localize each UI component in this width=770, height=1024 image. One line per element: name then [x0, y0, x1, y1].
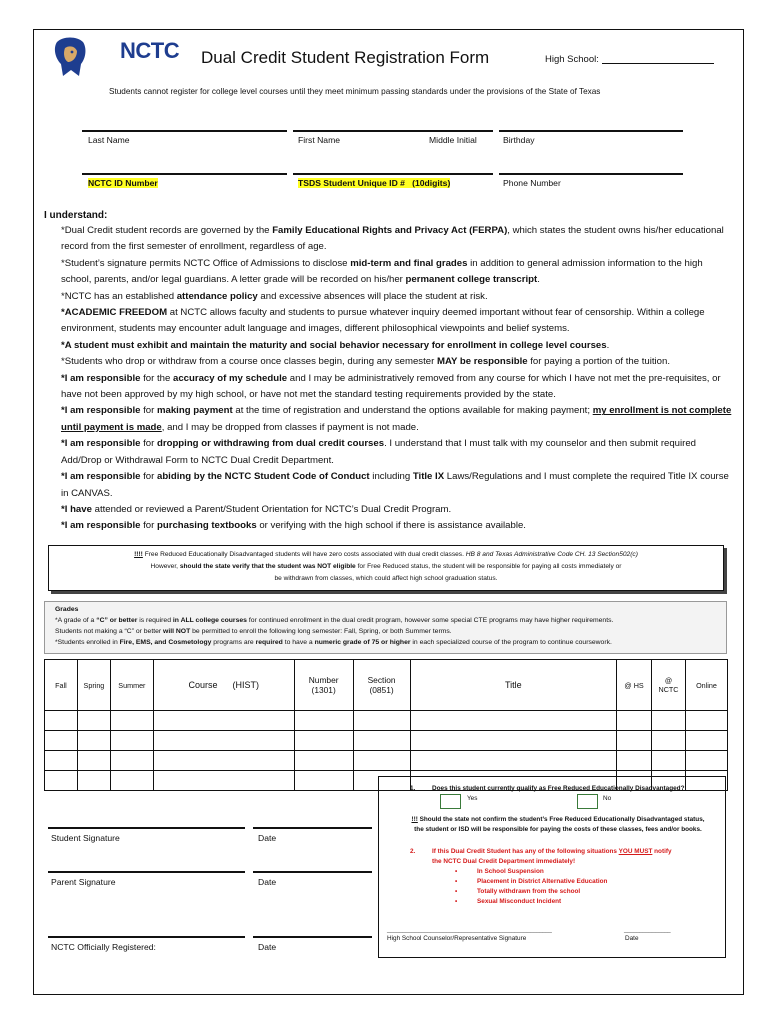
- situation-list: [455, 867, 607, 907]
- student-signature-label: Student Signature: [51, 833, 120, 843]
- parent-date-label: Date: [258, 877, 277, 887]
- col-spring: Spring: [77, 660, 110, 711]
- grades-title: Grades: [55, 606, 79, 613]
- official-registered-line[interactable]: [48, 936, 245, 938]
- phone-line[interactable]: [499, 173, 683, 175]
- col-at-nctc: @ NCTC: [652, 660, 686, 711]
- col-section: Section (0851): [353, 660, 410, 711]
- official-date-line[interactable]: [253, 936, 372, 938]
- tsds-id-label: TSDS Student Unique ID # (10digits): [298, 178, 451, 188]
- counselor-date-line[interactable]: _______________: [624, 928, 671, 934]
- attendance-statement: *NCTC has an established attendance policy and excessive absences will place the student at risk.: [61, 290, 488, 302]
- table-row[interactable]: [45, 731, 728, 751]
- nctc-id-line[interactable]: [82, 173, 287, 175]
- academic-freedom-statement: *ACADEMIC FREEDOM at NCTC allows faculty and students to pursue whatever inquiry deemed important without fear of censorship. Within a college environment, students may encounter adult language and images, different philosophical viewpoints and belief systems.: [61, 307, 705, 335]
- table-header-row: [45, 660, 728, 711]
- tsds-id-line[interactable]: [293, 173, 493, 175]
- list-item: • Sexual Misconduct Incident: [455, 898, 562, 905]
- col-at-hs: @ HS: [617, 660, 652, 711]
- list-item: • Totally withdrawn from the school: [455, 888, 581, 895]
- drop-tuition-statement: *Students who drop or withdraw from a course once classes begin, during any semester MAY be responsible for paying a portion of the tuition.: [61, 356, 670, 368]
- q1-note: !!! Should the state not confirm the student’s Free Reduced Educationally Disadvantaged status, the student or ISD will be responsible for paying the costs of these classes, fees and/or books.: [411, 816, 705, 833]
- understand-statements: [61, 223, 733, 535]
- yes-checkbox[interactable]: [440, 794, 461, 809]
- table-row[interactable]: [45, 711, 728, 731]
- student-date-label: Date: [258, 833, 277, 843]
- no-label: No: [603, 795, 612, 802]
- nctc-logo: [53, 36, 180, 78]
- parent-date-line[interactable]: [253, 871, 372, 873]
- col-course: Course (HIST): [153, 660, 294, 711]
- middle-initial-label: Middle Initial: [429, 135, 477, 145]
- official-registered-label: NCTC Officially Registered:: [51, 942, 156, 952]
- grades-policy: Grades *A grade of a “C” or better is required in ALL college courses for continued enrollment in the dual credit program, however some special CTE programs may have higher requirements. Students not making a “C” or better will NOT be permitted to enroll the following long semester: Fall, Spring, or both Summer terms. *Students enrolled in Fire, EMS, and Cosmetology programs are required to have a numeric grade of 75 or higher in each specialized course of the program to continue coursework.: [44, 601, 727, 654]
- last-name-label: Last Name: [88, 135, 130, 145]
- free-reduced-notice: !!!! Free Reduced Educationally Disadvantaged students will have zero costs associated with dual credit classes. HB 8 and Texas Administrative Code CH. 13 Section502(c) However, should the state verify that the student was NOT eligible for Free Reduced status, the student will be responsible for paying all costs immediately or be withdrawn from classes, which could affect high school graduation status.: [48, 545, 724, 591]
- col-online: Online: [685, 660, 727, 711]
- counselor-signature-label: High School Counselor/Representative Signature: [387, 935, 527, 942]
- first-name-line[interactable]: [293, 130, 493, 132]
- ferpa-statement: *Dual Credit student records are governed by the Family Educational Rights and Privacy Act (FERPA), which states the student owns his/her educational record from the first semester of enrollment, regardless of age.: [61, 225, 724, 253]
- birthday-line[interactable]: [499, 130, 683, 132]
- understand-heading: I understand:: [44, 210, 108, 221]
- counselor-date-label: Date: [625, 935, 639, 942]
- high-school-label: High School:: [545, 54, 599, 65]
- high-school-input-line[interactable]: [602, 63, 714, 64]
- official-date-label: Date: [258, 942, 277, 952]
- logo-text: NCTC: [120, 38, 180, 63]
- yes-label: Yes: [467, 795, 478, 802]
- maturity-statement: *A student must exhibit and maintain the maturity and social behavior necessary for enrollment in college level courses.: [61, 339, 610, 351]
- orientation-statement: *I have attended or reviewed a Parent/Student Orientation for NCTC’s Dual Credit Program.: [61, 503, 452, 515]
- last-name-line[interactable]: [82, 130, 287, 132]
- no-checkbox[interactable]: [577, 794, 598, 809]
- withdraw-statement: *I am responsible for dropping or withdrawing from dual credit courses. I understand that I must talk with my counselor and then submit required Add/Drop or Withdrawal Form to NCTC Dual Credit Department.: [61, 438, 697, 466]
- nctc-id-label: NCTC ID Number: [88, 178, 158, 188]
- eligibility-warning: Students cannot register for college level courses until they meet minimum passing standards under the provisions of the State of Texas: [109, 87, 601, 96]
- q2-text: If this Dual Credit Student has any of the following situations YOU MUST notify the NCTC Dual Credit Department immediately!: [432, 848, 672, 865]
- student-date-line[interactable]: [253, 827, 372, 829]
- list-item: • In School Suspension: [455, 868, 544, 875]
- code-of-conduct-statement: *I am responsible for abiding by the NCTC Student Code of Conduct including Title IX Laws/Regulations and I must complete the required Title IX course in CANVAS.: [61, 471, 729, 499]
- textbooks-statement: *I am responsible for purchasing textbooks or verifying with the high school if there is assistance available.: [61, 520, 526, 532]
- page-title: Dual Credit Student Registration Form: [201, 48, 490, 67]
- disclosure-statement: *Student’s signature permits NCTC Office of Admissions to disclose mid-term and final grades in addition to general admission information to the high school, parents, and/or legal guardians. A letter grade will be recorded on his/her permanent college transcript.: [61, 257, 703, 286]
- parent-signature-line[interactable]: [48, 871, 245, 873]
- col-fall: Fall: [45, 660, 78, 711]
- first-name-label: First Name: [298, 135, 341, 145]
- lion-icon: [53, 36, 87, 78]
- birthday-label: Birthday: [503, 135, 535, 145]
- table-row[interactable]: [45, 751, 728, 771]
- high-school-field[interactable]: [545, 54, 714, 65]
- parent-signature-label: Parent Signature: [51, 877, 116, 887]
- counselor-signature-line[interactable]: _____________________________________________________: [387, 928, 552, 934]
- student-signature-line[interactable]: [48, 827, 245, 829]
- col-title: Title: [410, 660, 617, 711]
- course-table: [44, 659, 728, 791]
- payment-statement: *I am responsible for making payment at the time of registration and understand the options available for making payment; my enrollment is not complete until payment is made, and I may be dropped from classes if payment is not made.: [61, 405, 732, 433]
- phone-label: Phone Number: [503, 178, 561, 188]
- schedule-statement: *I am responsible for the accuracy of my schedule and I may be administratively removed from any course for which I have not met the pre-requisites, or have not been approved by my high school, or have not met the standard testing requirements provided by the state.: [61, 372, 721, 401]
- q1-text: Does this student currently qualify as Free Reduced Educationally Disadvantaged?: [432, 785, 685, 792]
- q1-number: 1.: [410, 785, 416, 792]
- col-number: Number (1301): [294, 660, 353, 711]
- q2-number: 2.: [410, 848, 416, 855]
- counselor-questions: [378, 776, 726, 958]
- col-summer: Summer: [110, 660, 153, 711]
- list-item: • Placement in District Alternative Education: [455, 878, 608, 885]
